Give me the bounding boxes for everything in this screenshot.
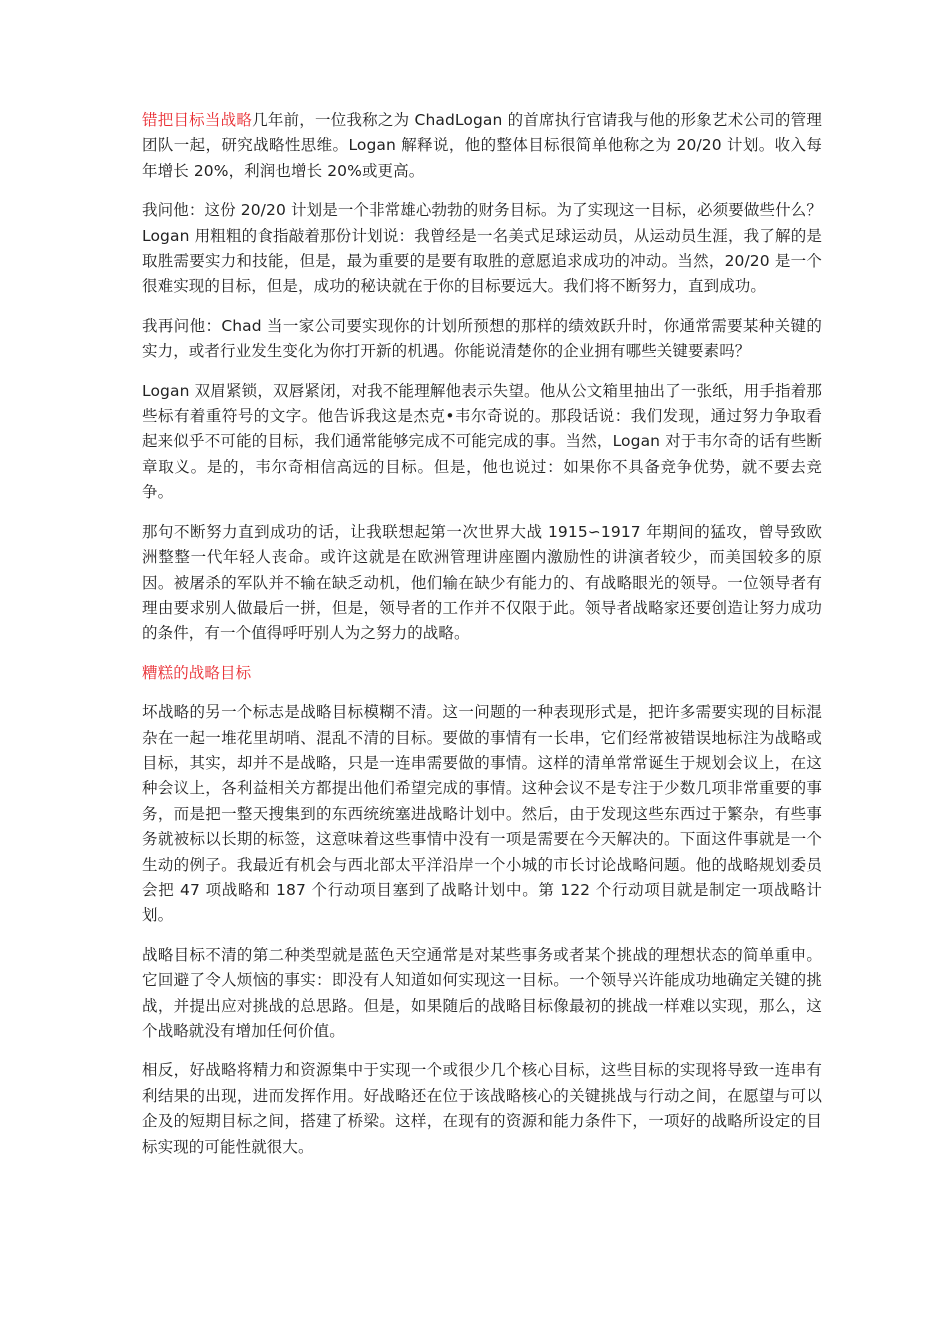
paragraph-ww1-analogy: 那句不断努力直到成功的话，让我联想起第一次世界大战 1915∽1917 年期间的猛攻，曾导致欧洲整整一代年轻人丧命。或许这就是在欧洲管理讲座圈内激励性的讲演者较少，而美国较多的原因。被屠杀的军队并不输在缺乏动机，他们输在缺少有能力的、有战略眼光的领导。一位领导者有理由要求别人做最后一拼，但是，领导者的工作并不仅限于此。领导者战略家还要创造让努力成功的条件，有一个值得呼吁别人为之努力的战略。: [142, 522, 822, 643]
document-body: [142, 108, 822, 1174]
section-heading-inline: 错把目标当战略: [142, 111, 253, 129]
paragraph-intro-text: 几年前，一位我称之为 ChadLogan 的首席执行官请我与他的形象艺术公司的管理团队一起，研究战略性思维。Logan 解释说，他的整体目标很简单他称之为 20/20 计划。收入每年增长 20%，利润也增长 20%或更高。: [142, 111, 822, 180]
paragraph-good-strategy: 相反，好战略将精力和资源集中于实现一个或很少几个核心目标，这些目标的实现将导致一连串有利结果的出现，进而发挥作用。好战略还在位于该战略核心的关键挑战与行动之间，在愿望与可以企及的短期目标之间，搭建了桥梁。这样，在现有的资源和能力条件下，一项好的战略所设定的目标实现的可能性就很大。: [142, 1061, 822, 1156]
paragraph-intro: [142, 108, 822, 184]
paragraph-question-one: 我问他：这份 20/20 计划是一个非常雄心勃勃的财务目标。为了实现这一目标，必须要做些什么？Logan 用粗粗的食指敲着那份计划说：我曾经是一名美式足球运动员，从运动员生涯，我了解的是取胜需要实力和技能，但是，最为重要的是要有取胜的意愿追求成功的冲动。当然，20/20 是一个很难实现的目标，但是，成功的秘诀就在于你的目标要远大。我们将不断努力，直到成功。: [142, 201, 822, 296]
paragraph-blue-sky: 战略目标不清的第二种类型就是蓝色天空通常是对某些事务或者某个挑战的理想状态的简单重申。它回避了令人烦恼的事实：即没有人知道如何实现这一目标。一个领导兴许能成功地确定关键的挑战，并提出应对挑战的总思路。但是，如果随后的战略目标像最初的挑战一样难以实现，那么，这个战略就没有增加任何价值。: [142, 945, 822, 1040]
paragraph-fuzzy-objectives: 坏战略的另一个标志是战略目标模糊不清。这一问题的一种表现形式是，把许多需要实现的目标混杂在一起一堆花里胡哨、混乱不清的目标。要做的事情有一长串，它们经常被错误地标注为战略或目标，其实，却并不是战略，只是一连串需要做的事情。这样的清单常常诞生于规划会议上，在这种会议上，各利益相关方都提出他们希望完成的事情。这种会议不是专注于少数几项非常重要的事务，而是把一整天搜集到的东西统统塞进战略计划中。然后，由于发现这些东西过于繁杂，有些事务就被标以长期的标签，这意味着这些事情中没有一项是需要在今天解决的。下面这件事就是一个生动的例子。我最近有机会与西北部太平洋沿岸一个小城的市长讨论战略问题。他的战略规划委员会把 47 项战略和 187 个行动项目塞到了战略计划中。第 122 个行动项目就是制定一项战略计划。: [142, 703, 822, 925]
section-heading-bad-objectives: 糟糕的战略目标: [142, 663, 252, 682]
paragraph-logan-response: Logan 双眉紧锁，双唇紧闭，对我不能理解他表示失望。他从公文箱里抽出了一张纸，用手指着那些标有着重符号的文字。他告诉我这是杰克•韦尔奇说的。那段话说：我们发现，通过努力争取看起来似乎不可能的目标，我们通常能够完成不可能完成的事。当然，Logan 对于韦尔奇的话有些断章取义。是的，韦尔奇相信高远的目标。但是，他也说过：如果你不具备竞争优势，就不要去竞争。: [142, 381, 822, 502]
paragraph-question-two: 我再问他：Chad 当一家公司要实现你的计划所预想的那样的绩效跃升时，你通常需要某种关键的实力，或者行业发生变化为你打开新的机遇。你能说清楚你的企业拥有哪些关键要素吗？: [142, 316, 822, 361]
